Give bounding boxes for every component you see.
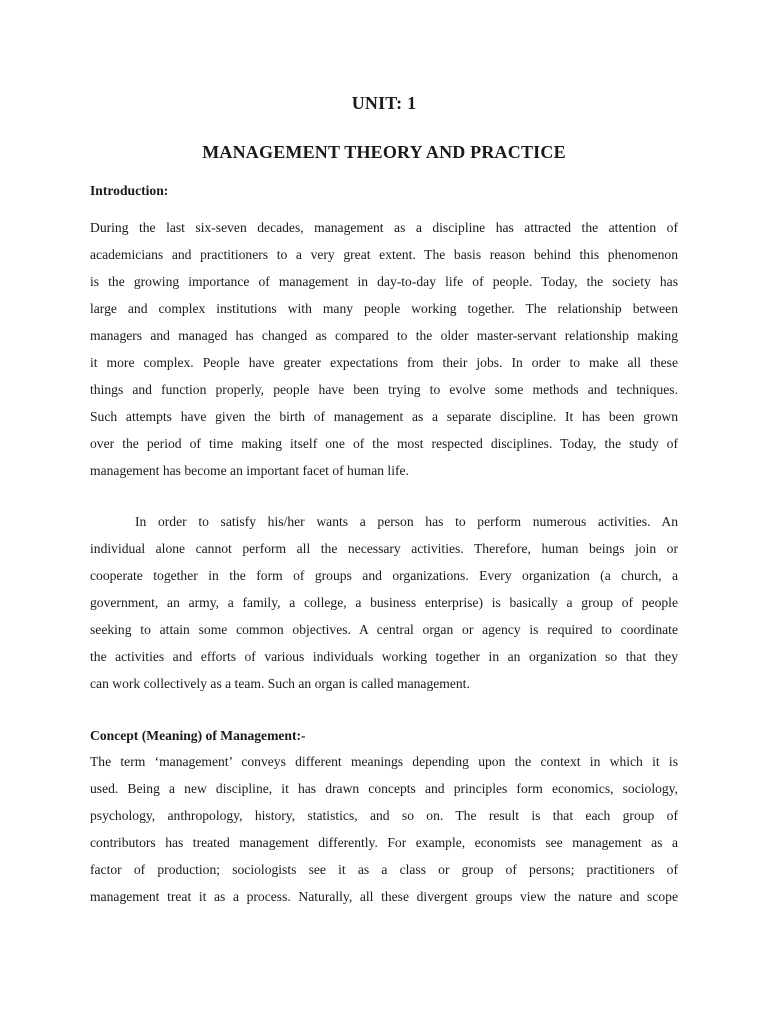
unit-title: UNIT: 1 [351,93,417,113]
paragraph-line: The term ‘management’ conveys different meanings depending upon the context in which it is [90,754,678,769]
paragraph-line: Such attempts have given the birth of management as a separate discipline. It has been grown [90,409,678,424]
paragraph-line: academicians and practitioners to a very great extent. The basis reason behind this phenomenon [90,247,678,262]
paragraph-line: management treat it as a process. Naturally, all these divergent groups view the nature and scope [90,889,678,904]
paragraph-line: seeking to attain some common objectives. A central organ or agency is required to coordinate [90,622,678,637]
paragraph-line: used. Being a new discipline, it has drawn concepts and principles form economics, sociology, [90,781,678,796]
paragraph-line: it more complex. People have greater expectations from their jobs. In order to make all these [90,355,678,370]
paragraph-line: the activities and efforts of various individuals working together in an organization so that they [90,649,678,664]
paragraph-line: cooperate together in the form of groups and organizations. Every organization (a church, a [90,568,678,583]
paragraph-line: contributors has treated management differently. For example, economists see management as a [90,835,678,850]
paragraph-line: can work collectively as a team. Such an organ is called management. [90,676,470,691]
paragraph-line: things and function properly, people have been trying to evolve some methods and techniques. [90,382,678,397]
paragraph-line: is the growing importance of management in day-to-day life of people. Today, the society has [90,274,678,289]
introduction-paragraph [90,214,678,484]
paragraph-line: large and complex institutions with many people working together. The relationship between [90,301,678,316]
paragraph-line: government, an army, a family, a college, a business enterprise) is basically a group of people [90,595,678,610]
paragraph-line: psychology, anthropology, history, statistics, and so on. The result is that each group of [90,808,678,823]
introduction-heading: Introduction: [90,183,169,198]
concept-paragraph [90,748,678,910]
paragraph-line: factor of production; sociologists see it as a class or group of persons; practitioners of [90,862,678,877]
paragraph-line: over the period of time making itself one of the most respected disciplines. Today, the study of [90,436,678,451]
paragraph-line: management has become an important facet of human life. [90,463,409,478]
paragraph-line: In order to satisfy his/her wants a person has to perform numerous activities. An [135,514,678,529]
organization-paragraph [90,508,678,697]
concept-heading: Concept (Meaning) of Management:- [90,728,306,743]
paragraph-line: managers and managed has changed as compared to the older master-servant relationship making [90,328,678,343]
paragraph-line: individual alone cannot perform all the necessary activities. Therefore, human beings join or [90,541,678,556]
paragraph-line: During the last six-seven decades, management as a discipline has attracted the attention of [90,220,678,235]
main-title: MANAGEMENT THEORY AND PRACTICE [202,142,566,162]
